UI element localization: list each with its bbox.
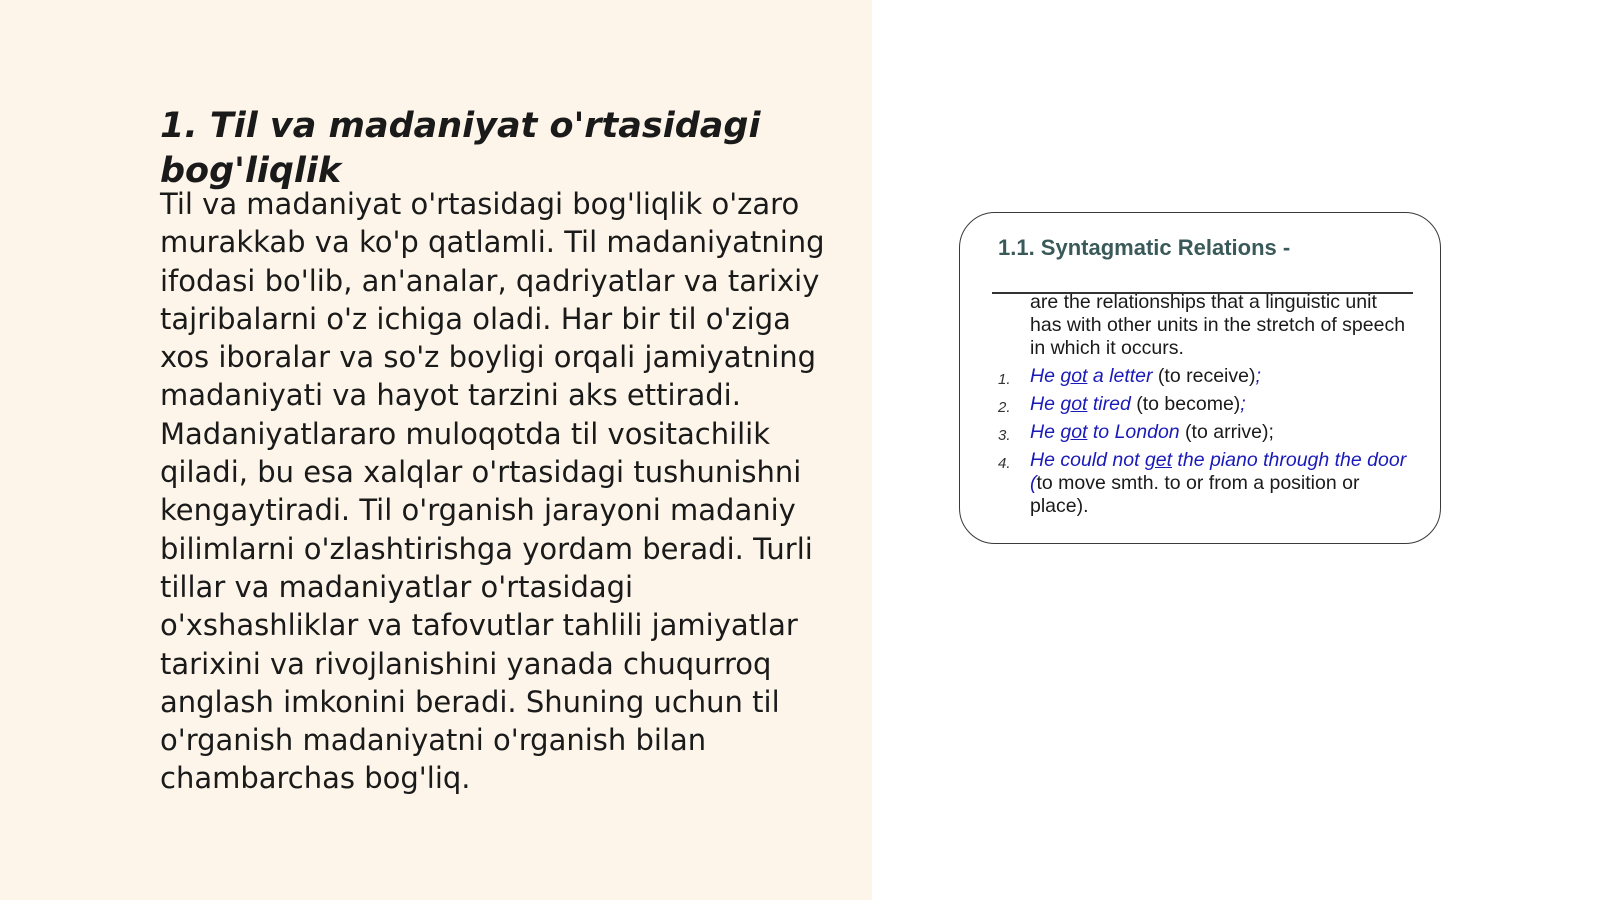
list-item	[998, 393, 1418, 416]
example-verb: got	[1060, 393, 1088, 415]
example-sentence-end: tired	[1087, 393, 1131, 415]
example-list	[998, 365, 1418, 523]
example-sentence-start: He	[1030, 421, 1061, 443]
example-sentence-end: to London	[1087, 421, 1180, 443]
slide-body-text: Til va madaniyat o'rtasidagi bog'liqlik o'zaro murakkab va ko'p qatlamli. Til madaniyatning ifodasi bo'lib, an'analar, qadriyatlar va tarixiy tajribalarni o'z ichiga oladi. Har bir til o'ziga xos iboralar va so'z boyligi orqali jamiyatning madaniyati va hayot tarzini aks ettiradi. Madaniyatlararo muloqotda til vositachilik qiladi, bu esa xalqlar o'rtasidagi tushunishni kengaytiradi. Til o'rganish jarayoni madaniy bilimlarni o'zlashtirishga yordam beradi. Turli tillar va madaniyatlar o'rtasidagi o'xshashliklar va tafovutlar tahlili jamiyatlar tarixini va rivojlanishini yanada chuqurroq anglash imkonini beradi. Shuning uchun til o'rganish madaniyatni o'rganish bilan chambarchas bog'liq.	[160, 187, 825, 796]
figure-definition: are the relationships that a linguistic unit has with other units in the stretch of speech in which it occurs.	[1030, 291, 1406, 359]
example-gloss: (to receive)	[1152, 365, 1256, 387]
figure-title: 1.1. Syntagmatic Relations -	[998, 235, 1291, 260]
list-item	[998, 365, 1418, 388]
slide-title: 1. Til va madaniyat o'rtasidagi bog'liqlik	[160, 106, 761, 191]
list-number: 2.	[998, 399, 1011, 416]
syntagmatic-relations-figure	[959, 212, 1441, 544]
list-item	[998, 421, 1418, 444]
example-gloss: (to become)	[1130, 393, 1241, 415]
list-number: 1.	[998, 371, 1011, 388]
example-sentence-start: He could not	[1030, 449, 1145, 471]
example-sentence-end: the piano through the door (	[1030, 449, 1407, 494]
example-sentence-start: He	[1030, 393, 1061, 415]
example-verb: got	[1060, 421, 1088, 443]
example-sentence-end: a letter	[1087, 365, 1153, 387]
list-number: 4.	[998, 455, 1011, 472]
example-terminator: ;	[1255, 365, 1261, 387]
example-gloss: (to arrive);	[1179, 421, 1274, 443]
example-gloss: to move smth. to or from a position or place).	[1030, 472, 1360, 517]
example-terminator: ;	[1240, 393, 1246, 415]
example-sentence-start: He	[1030, 365, 1061, 387]
example-verb: got	[1060, 365, 1088, 387]
list-number: 3.	[998, 427, 1011, 444]
list-item	[998, 449, 1418, 518]
example-verb: get	[1144, 449, 1173, 471]
